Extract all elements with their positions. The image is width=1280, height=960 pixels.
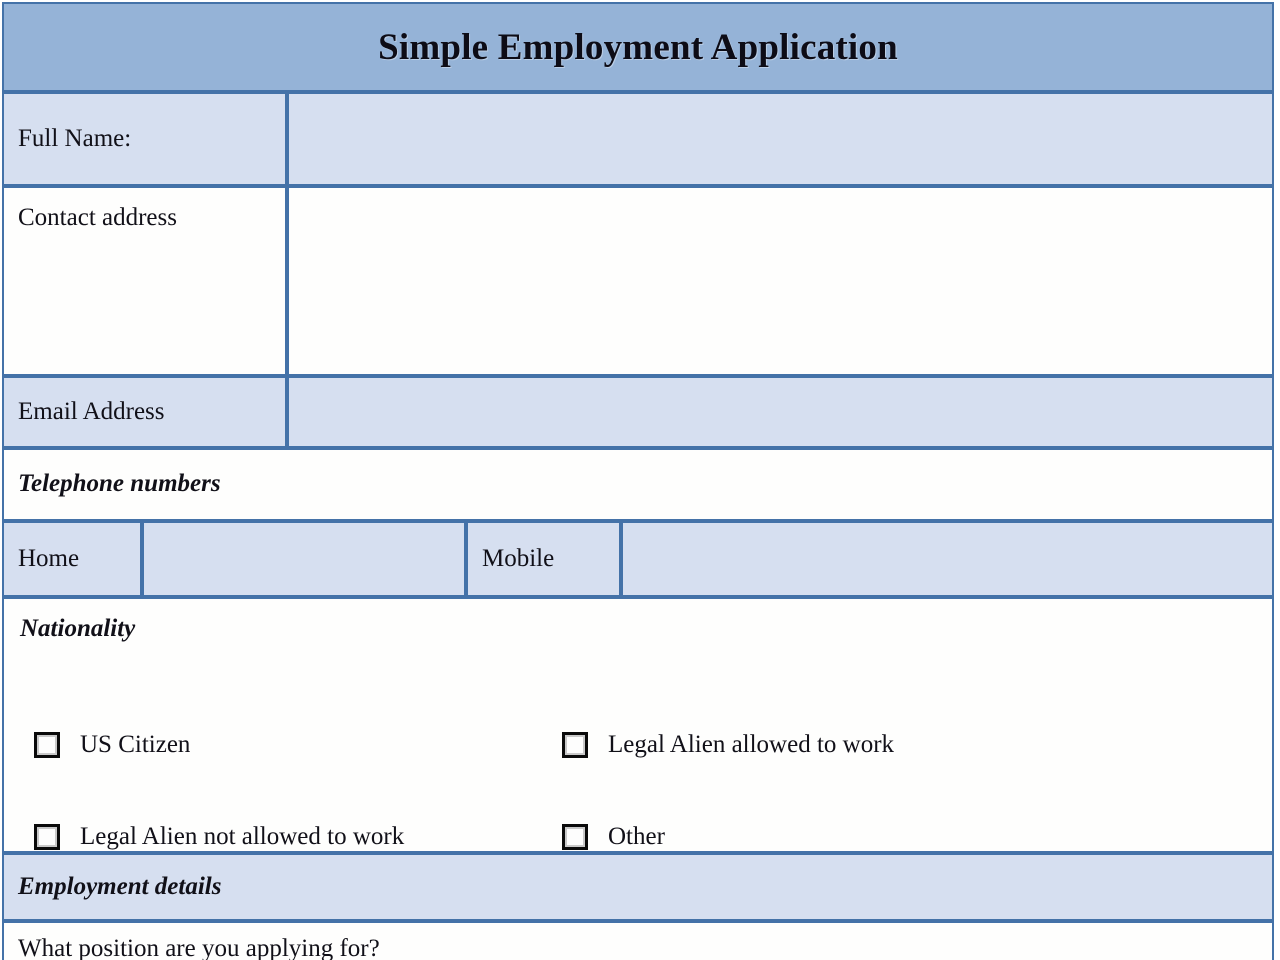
nationality-option-label: Other <box>608 822 665 850</box>
nationality-row <box>2 597 1274 853</box>
employment-section-label: Employment details <box>2 853 1274 921</box>
page-title: Simple Employment Application <box>378 26 898 68</box>
full-name-input[interactable] <box>287 92 1274 186</box>
nationality-option-legal-alien-allowed[interactable] <box>544 731 894 760</box>
checkbox-icon[interactable] <box>34 732 60 758</box>
nationality-options-row-2 <box>4 791 1272 883</box>
nationality-option-us-citizen[interactable] <box>4 731 544 760</box>
position-question-label: What position are you applying for? <box>18 935 380 960</box>
nationality-option-legal-alien-not-allowed[interactable] <box>4 823 544 852</box>
email-address-label: Email Address <box>2 376 287 448</box>
nationality-option-other[interactable] <box>544 823 665 852</box>
full-name-label: Full Name: <box>2 92 287 186</box>
nationality-section-label: Nationality <box>20 615 136 642</box>
contact-address-label: Contact address <box>2 186 287 376</box>
position-question-cell <box>2 921 1274 960</box>
nationality-option-label: Legal Alien not allowed to work <box>80 822 405 850</box>
contact-address-input[interactable] <box>287 186 1274 376</box>
telephone-section-label: Telephone numbers <box>2 448 1274 521</box>
position-question-row <box>2 921 1274 960</box>
nationality-options-grid <box>4 699 1272 883</box>
email-address-input[interactable] <box>287 376 1274 448</box>
nationality-options-row-1 <box>4 699 1272 791</box>
nationality-section <box>2 597 1274 853</box>
telephone-section-row <box>2 448 1274 521</box>
mobile-phone-input[interactable] <box>621 521 1274 597</box>
home-phone-label: Home <box>2 521 142 597</box>
checkbox-icon[interactable] <box>34 824 60 850</box>
contact-address-row <box>2 186 1274 376</box>
title-row <box>2 2 1274 92</box>
nationality-option-label: Legal Alien allowed to work <box>608 730 895 758</box>
form-table <box>2 2 1274 960</box>
checkbox-icon[interactable] <box>562 824 588 850</box>
nationality-option-label: US Citizen <box>80 730 191 758</box>
phone-numbers-row <box>2 521 1274 597</box>
checkbox-icon[interactable] <box>562 732 588 758</box>
form-title-cell <box>2 2 1274 92</box>
full-name-row <box>2 92 1274 186</box>
mobile-phone-label: Mobile <box>466 521 621 597</box>
email-address-row <box>2 376 1274 448</box>
home-phone-input[interactable] <box>142 521 466 597</box>
